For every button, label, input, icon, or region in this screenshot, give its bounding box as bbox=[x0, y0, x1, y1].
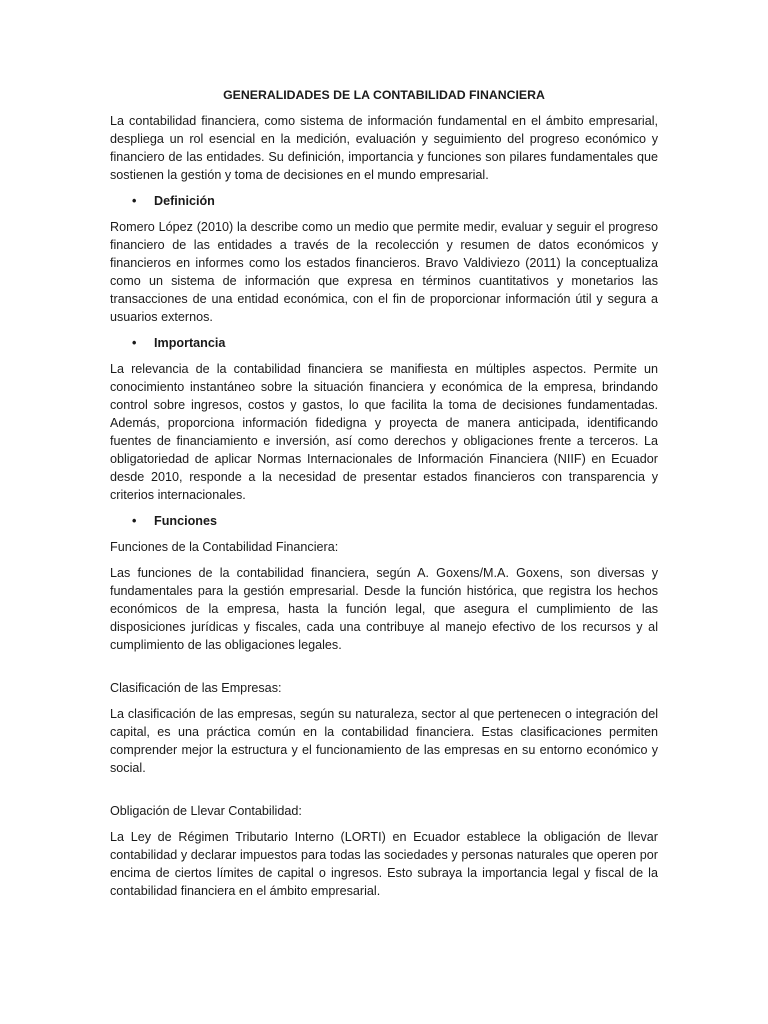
definicion-paragraph: Romero López (2010) la describe como un medio que permite medir, evaluar y seguir el progreso financiero de las entidades a través de la recolección y resumen de datos económicos y financieros en informes como los estados financieros. Bravo Valdiviezo (2011) la conceptualiza como un sistema de información que expresa en términos cuantitativos y monetarios las transacciones de una entidad económica, con el fin de proporcionar información útil y segura a usuarios externos. bbox=[110, 220, 658, 324]
importancia-paragraph: La relevancia de la contabilidad financiera se manifiesta en múltiples aspectos. Permite un conocimiento instantáneo sobre la situación financiera y económica de la empresa, brindando control sobre ingresos, costos y gastos, lo que facilita la toma de decisiones fundamentadas. Además, proporciona información fidedigna y proyecta de manera anticipada, identificando fuentes de financiamiento e inversión, así como derechos y obligaciones frente a terceros. La obligatoriedad de aplicar Normas Internacionales de Información Financiera (NIIF) en Ecuador desde 2010, responde a la necesidad de presentar estados financieros con transparencia y criterios internacionales. bbox=[110, 362, 658, 502]
funciones-heading: Funciones bbox=[154, 514, 217, 528]
funciones-subheading: Funciones de la Contabilidad Financiera: bbox=[110, 540, 339, 554]
obligacion-subheading: Obligación de Llevar Contabilidad: bbox=[110, 804, 302, 818]
obligacion-paragraph: La Ley de Régimen Tributario Interno (LORTI) en Ecuador establece la obligación de llevar contabilidad y declarar impuestos para todas las sociedades y personas naturales que operen por encima de ciertos límites de capital o ingresos. Esto subraya la importancia legal y fiscal de la contabilidad financiera en el ámbito empresarial. bbox=[110, 830, 658, 898]
definicion-heading: Definición bbox=[154, 194, 215, 208]
bullet-icon: • bbox=[132, 194, 137, 208]
intro-paragraph: La contabilidad financiera, como sistema de información fundamental en el ámbito empresarial, despliega un rol esencial en la medición, evaluación y seguimiento del progreso económico y financiero de las entidades. Su definición, importancia y funciones son pilares fundamentales que sostienen la gestión y toma de decisiones en el mundo empresarial. bbox=[110, 114, 658, 182]
document-title: GENERALIDADES DE LA CONTABILIDAD FINANCIERA bbox=[223, 88, 545, 102]
bullet-importancia bbox=[110, 334, 658, 352]
bullet-icon: • bbox=[132, 336, 137, 350]
importancia-heading: Importancia bbox=[154, 336, 226, 350]
clasificacion-subheading: Clasificación de las Empresas: bbox=[110, 681, 282, 695]
clasificacion-paragraph: La clasificación de las empresas, según su naturaleza, sector al que pertenecen o integración del capital, es una práctica común en la contabilidad financiera. Estas clasificaciones permiten comprender mejor la estructura y el funcionamiento de las empresas en su entorno económico y social. bbox=[110, 707, 658, 775]
funciones-paragraph: Las funciones de la contabilidad financiera, según A. Goxens/M.A. Goxens, son diversas y fundamentales para la gestión empresarial. Desde la función histórica, que registra los hechos económicos de la empresa, hasta la función legal, que asegura el cumplimiento de las disposiciones jurídicas y fiscales, cada una contribuye al manejo efectivo de los recursos y al cumplimiento de las obligaciones legales. bbox=[110, 566, 658, 652]
spacer bbox=[110, 785, 658, 802]
spacer bbox=[110, 662, 658, 679]
bullet-definicion bbox=[110, 192, 658, 210]
document-page bbox=[110, 86, 658, 908]
bullet-icon: • bbox=[132, 514, 137, 528]
bullet-funciones bbox=[110, 512, 658, 530]
